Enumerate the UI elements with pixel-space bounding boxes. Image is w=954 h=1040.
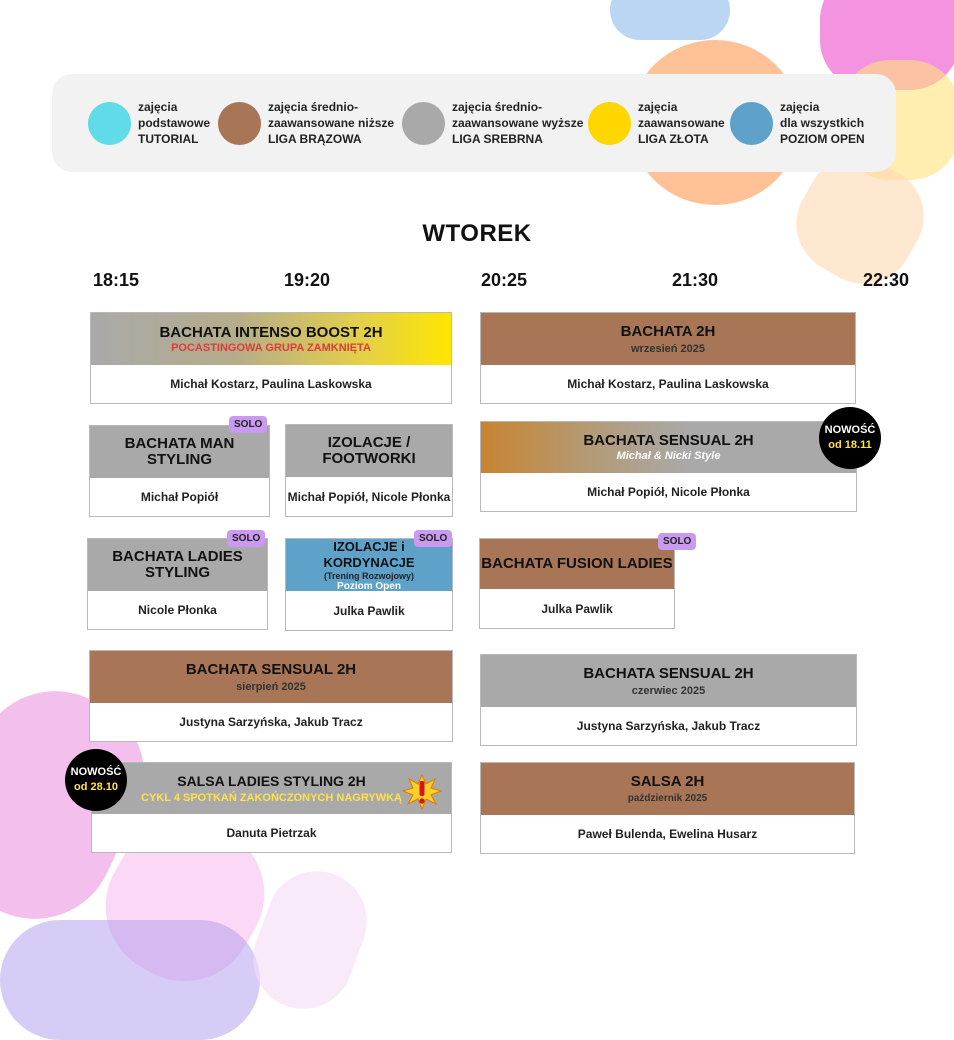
legend-item-brown-league [218,74,394,172]
legend-label: zajęcia średnio- zaawansowane wyższe LIGA SREBRNA [452,100,584,146]
class-title: BACHATA LADIES STYLING [112,548,243,581]
decor-band-blue [610,0,730,40]
class-style: Michał & Nicki Style [616,450,721,462]
exclamation-burst-icon [402,774,442,810]
class-teachers: Nicole Płonka [138,603,217,617]
class-title: IZOLACJE / FOOTWORKI [322,434,416,467]
class-card[interactable] [480,421,857,512]
day-title: WTOREK [422,220,532,247]
legend-label: zajęcia zaawansowane LIGA ZŁOTA [638,100,725,146]
time-label: 22:30 [863,270,910,290]
class-date: wrzesień 2025 [631,342,705,355]
class-card[interactable] [480,762,855,854]
class-title: BACHATA SENSUAL 2H [185,660,357,678]
class-date: czerwiec 2025 [631,684,706,697]
legend-item-open [730,74,865,172]
legend-dot-open [730,102,773,145]
time-label: 20:25 [481,270,528,290]
solo-badge: SOLO [658,533,696,550]
legend-dot-silver [402,102,445,145]
class-note: CYKL 4 SPOTKAŃ ZAKOŃCZONYCH NAGRYWKĄ [141,792,402,804]
class-title: SALSA 2H [630,773,705,790]
new-label: NOWOŚĆ [824,424,876,436]
class-title: BACHATA SENSUAL 2H [583,664,754,682]
class-level: Poziom Open [337,580,401,592]
class-teachers: Justyna Sarzyńska, Jakub Tracz [179,715,363,729]
class-teachers: Michał Popiół, Nicole Płonka [287,489,451,504]
new-date: od 28.10 [73,781,119,793]
legend-item-tutorial [88,74,210,172]
class-header [481,655,856,707]
class-header [91,313,451,365]
time-label: 19:20 [284,270,331,290]
class-teachers: Danuta Pietrzak [226,826,317,840]
class-header [481,763,854,815]
class-teachers: Julka Pawlik [541,601,613,616]
class-card[interactable] [479,538,675,629]
class-card[interactable] [285,538,453,631]
class-title: BACHATA MAN STYLING [124,435,235,468]
new-class-badge [65,749,127,811]
class-card[interactable] [91,762,452,853]
class-header [286,425,452,477]
class-header [90,426,269,478]
class-header [92,763,451,814]
class-date: październik 2025 [627,793,708,804]
legend-item-silver-league [402,74,583,172]
class-card[interactable] [480,312,856,404]
class-teachers: Michał Popiół, Nicole Płonka [587,485,750,499]
legend-item-gold-league [588,74,725,172]
class-title: IZOLACJE i KORDYNACJE [323,538,415,570]
new-label: NOWOŚĆ [70,766,122,778]
class-title: BACHATA SENSUAL 2H [583,432,754,449]
class-card[interactable] [89,650,453,742]
level-legend [52,74,896,172]
class-teachers: Michał Kostarz, Paulina Laskowska [170,377,372,391]
legend-dot-brown [218,102,261,145]
solo-badge: SOLO [414,530,452,547]
class-teachers: Michał Popiół [140,490,219,504]
legend-label: zajęcia podstawowe TUTORIAL [138,100,211,146]
class-card[interactable] [285,424,453,517]
class-header [480,539,674,589]
class-title: SALSA LADIES STYLING 2H [177,773,366,789]
solo-badge: SOLO [227,530,265,547]
class-teachers: Paweł Bulenda, Ewelina Husarz [577,827,758,841]
class-teachers: Justyna Sarzyńska, Jakub Tracz [576,719,761,733]
class-title: BACHATA 2H [620,322,716,340]
new-date: od 18.11 [828,439,872,451]
class-note: POCASTINGOWA GRUPA ZAMKNIĘTA [171,341,371,354]
class-date: sierpień 2025 [236,680,306,693]
class-card[interactable] [87,538,268,630]
class-card[interactable] [89,425,270,517]
new-class-badge [819,407,881,469]
legend-dot-gold [588,102,631,145]
legend-label: zajęcia średnio- zaawansowane niższe LIGA BRĄZOWA [268,100,395,146]
class-title: BACHATA INTENSO BOOST 2H [159,323,383,341]
time-label: 21:30 [672,270,719,290]
class-header [481,313,855,365]
time-label: 18:15 [93,270,140,290]
class-teachers: Michał Kostarz, Paulina Laskowska [567,377,769,391]
legend-label: zajęcia dla wszystkich POZIOM OPEN [780,100,865,146]
class-teachers: Julka Pawlik [333,603,405,618]
decor-band-lilac [0,920,260,1040]
solo-badge: SOLO [229,416,267,433]
class-title: BACHATA FUSION LADIES [481,555,673,572]
class-card[interactable] [90,312,452,404]
class-header [90,651,452,703]
class-subtitle: (Trening Rozwojowy) [324,570,414,581]
class-card[interactable] [480,654,857,746]
legend-dot-tutorial [88,102,131,145]
class-header [481,422,856,473]
